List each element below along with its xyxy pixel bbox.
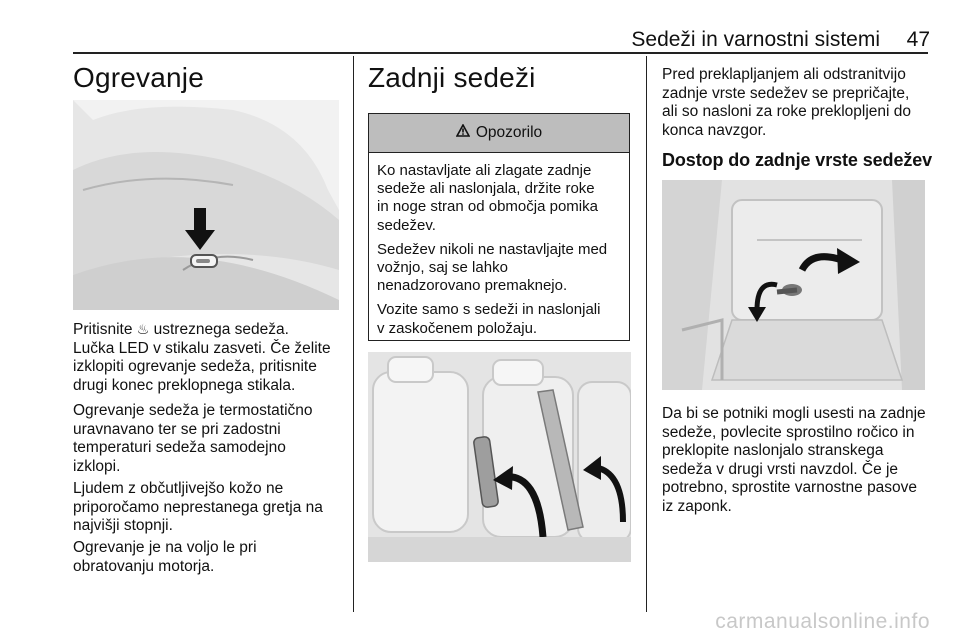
ogrevanje-paragraph-1: Pritisnite ♨ ustreznega sedeža. Lučka LED v stikalu zasveti. Če želite izklopiti ogrevanje sedeža, pritisnite drugi konec preklopnega stikala.	[73, 321, 331, 394]
running-header-title: Sedeži in varnostni sistemi	[631, 28, 880, 51]
seat-heater-button-illustration	[73, 100, 339, 310]
ogrevanje-paragraph-2: Ogrevanje sedeža je termostatično uravnavano ter se pri zadostni temperaturi sedeža samodejno izklopi.	[73, 402, 313, 475]
rear-access-lever-illustration	[662, 180, 925, 390]
warning-paragraph-3: Vozite samo s sedeži in naslonjali v zaskočenem položaju.	[377, 301, 601, 337]
dostop-paragraph: Da bi se potniki mogli usesti na zadnje sedeže, povlecite sprostilno ročico in preklopite naslonjalo stranskega sedeža v drugi vrsti navzdol. Če je potrebno, sprostite varnostne pasove iz zaponk.	[662, 405, 926, 515]
ogrevanje-paragraph-3: Ljudem z občutljivejšo kožo ne priporočamo neprestanega gretja na najvišji stopnji.	[73, 480, 323, 535]
seat-heater-figure	[73, 100, 339, 310]
rear-access-figure	[662, 180, 925, 390]
column-divider-left	[353, 56, 354, 612]
warning-box	[368, 113, 630, 341]
rear-seats-fold-illustration	[368, 352, 631, 562]
ogrevanje-paragraph-4: Ogrevanje je na voljo le pri obratovanju motorja.	[73, 539, 257, 575]
watermark: carmanualsonline.info	[715, 610, 930, 633]
warning-title: Opozorilo	[475, 124, 543, 141]
warning-header	[369, 114, 629, 153]
warning-triangle-icon	[456, 124, 470, 142]
heading-dostop: Dostop do zadnje vrste sedežev	[662, 150, 933, 170]
seat-heat-icon: ♨	[136, 321, 150, 337]
heading-zadnji-sedezi: Zadnji sedeži	[368, 62, 536, 93]
rear-seats-figure	[368, 352, 631, 562]
column3-intro-paragraph: Pred preklapljanjem ali odstranitvijo zadnje vrste sedežev se prepričajte, ali so nasloni za roke preklopljeni do konca navzgor.	[662, 66, 912, 139]
warning-paragraph-1: Ko nastavljate ali zlagate zadnje sedeže ali naslonjala, držite roke in noge stran od območja pomika sedežev.	[377, 162, 598, 234]
column-divider-right	[646, 56, 647, 612]
heading-ogrevanje: Ogrevanje	[73, 62, 204, 93]
warning-paragraph-2: Sedežev nikoli ne nastavljajte med vožnjo, saj se lahko nenadzorovano premaknejo.	[377, 240, 608, 295]
header-rule	[73, 52, 928, 54]
page-number: 47	[906, 28, 930, 51]
